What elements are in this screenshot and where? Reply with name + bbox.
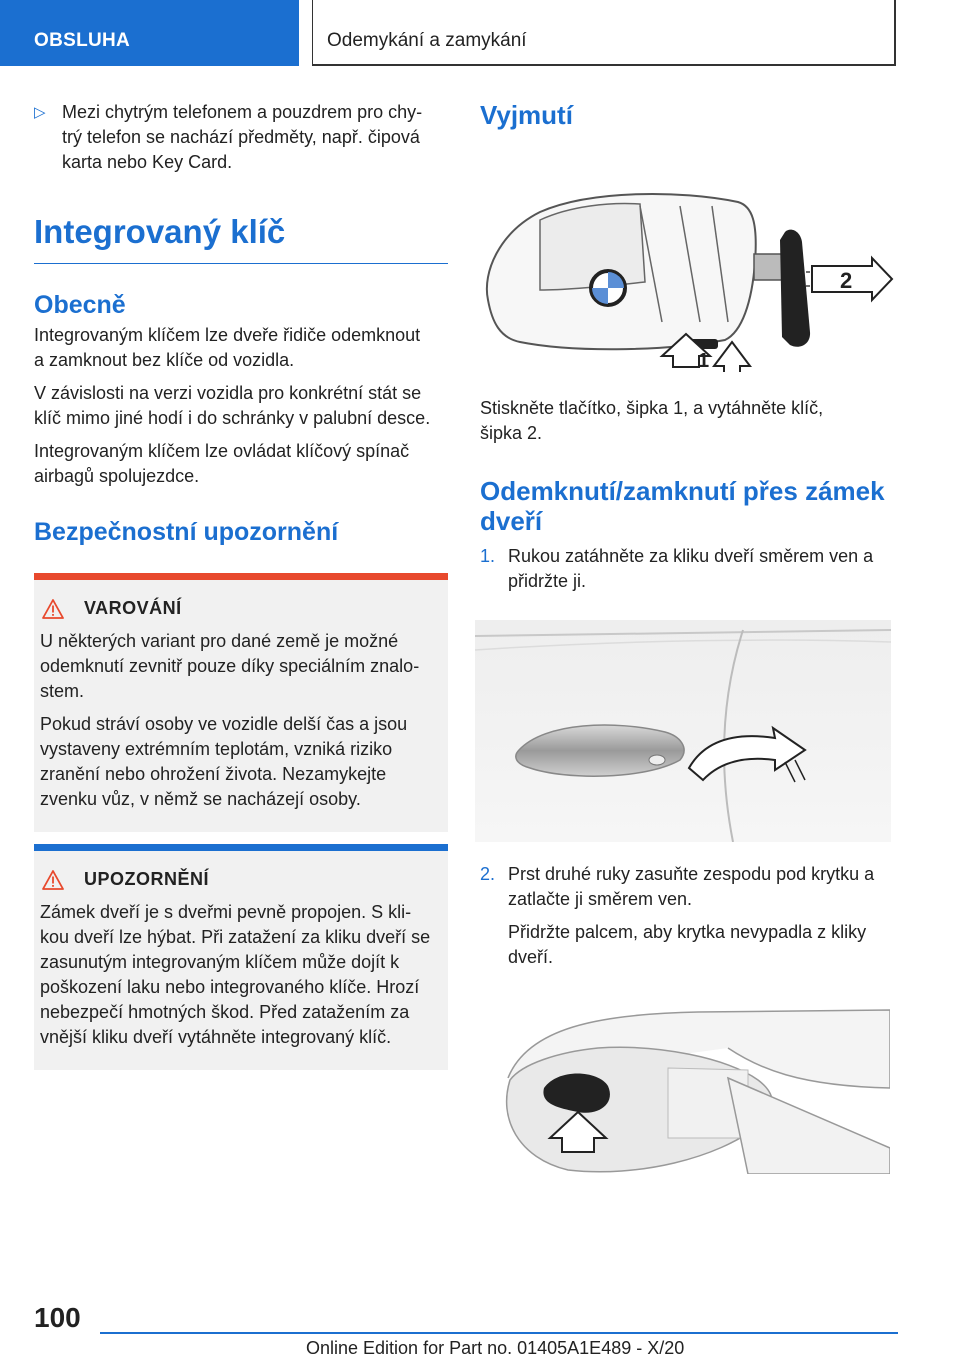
warning-paragraph-1 [40,629,438,704]
text-line: airbagů spolujezdce. [34,466,200,486]
triangle-bullet-icon: ▷ [34,104,46,121]
text-line: Zámek dveří je s dveřmi pevně propojen. S kli- [40,902,412,922]
text-line: zvenku vůz, v němž se nacházejí osoby. [40,789,361,809]
notice-label: UPOZORNĚNÍ [84,869,210,889]
section-label: OBSLUHA [34,30,131,51]
warning-box [34,573,448,832]
text-line: Prst druhé ruky zasuňte zespodu pod krytku a [508,864,875,884]
footer-divider [100,1332,898,1334]
general-paragraph-3 [34,439,448,489]
warning-triangle-icon [42,599,64,619]
warning-title [40,598,438,619]
heading-integrated-key: Integrovaný klíč [34,213,448,264]
general-paragraph-1 [34,323,448,373]
text-line: přidržte ji. [508,571,587,591]
general-paragraph-2 [34,381,448,431]
bullet-line: Mezi chytrým telefonem a pouzdrem pro chy- [62,102,423,122]
text-line: šipka 2. [480,423,543,443]
notice-box [34,844,448,1070]
arrow-2-label: 2 [840,268,853,293]
page-header [0,0,960,66]
text-line: a zamknout bez klíče od vozidla. [34,350,295,370]
text-line: poškození laku nebo integrovaného klíče. Hrozí [40,977,420,997]
warning-paragraph-2 [40,712,438,812]
text-line: Přidržte palcem, aby krytka nevypadla z kliky [508,922,867,942]
notice-paragraph [40,900,438,1050]
text-line: Stiskněte tlačítko, šipka 1, a vytáhněte klíč, [480,398,824,418]
page-number: 100 [34,1302,81,1333]
door-handle-illustration [475,620,891,842]
text-line: kou dveří lze hýbat. Při zatažení za kliku dveří se [40,927,431,947]
heading-line: dveří [480,506,543,536]
text-line: Integrovaným klíčem lze dveře řidiče odemknout [34,325,421,345]
bullet-line: karta nebo Key Card. [62,152,233,172]
heading-general: Obecně [34,291,126,319]
text-line: odemknutí zevnitř pouze díky speciálním znalo- [40,656,420,676]
text-line: Integrovaným klíčem lze ovládat klíčový spínač [34,441,410,461]
right-column [480,100,900,1174]
bullet-item [34,100,448,175]
key-removal-illustration [480,162,900,372]
text-line: Pokud stráví osoby ve vozidle delší čas a jsou [40,714,408,734]
warning-label: VAROVÁNÍ [84,598,182,618]
text-line: U některých variant pro dané země je možné [40,631,399,651]
text-line: vystaveny extrémním teplotám, vzniká riziko [40,739,393,759]
step-1 [480,544,900,594]
left-column [34,100,448,1070]
step-number: 1. [480,546,496,566]
heading-removal: Vyjmutí [480,100,573,130]
warning-triangle-icon [42,870,64,890]
step-number: 2. [480,864,496,884]
removal-paragraph [480,396,900,446]
chapter-title: Odemykání a zamykání [327,30,527,51]
arrow-1-label: 1 [698,350,710,372]
step-2 [480,862,900,970]
text-line: dveří. [508,947,554,967]
text-line: V závislosti na verzi vozidla pro konkrétní stát se [34,383,422,403]
chapter-title-box [312,0,896,66]
door-cover-illustration [498,1008,890,1174]
heading-safety: Bezpečnostní upozornění [34,518,339,546]
text-line: Rukou zatáhněte za kliku dveří směrem ven a [508,546,874,566]
edition-text: Online Edition for Part no. 01405A1E489 - X/20 [306,1338,685,1358]
heading-line: Odemknutí/zamknutí přes zámek [480,476,885,506]
text-line: zranění nebo ohrožení života. Nezamykejte [40,764,387,784]
notice-title [40,869,438,890]
heading-door-lock [480,476,900,536]
text-line: vnější kliku dveří vytáhněte integrovaný klíč. [40,1027,392,1047]
text-line: nebezpečí hmotných škod. Před zatažením za [40,1002,410,1022]
text-line: zatlačte ji směrem ven. [508,889,693,909]
bullet-line: trý telefon se nachází předměty, např. čipová [62,127,420,147]
text-line: stem. [40,681,85,701]
text-line: klíč mimo jiné hodí i do schránky v palubní desce. [34,408,431,428]
section-tab [0,0,299,66]
text-line: zasunutým integrovaným klíčem může dojít k [40,952,400,972]
